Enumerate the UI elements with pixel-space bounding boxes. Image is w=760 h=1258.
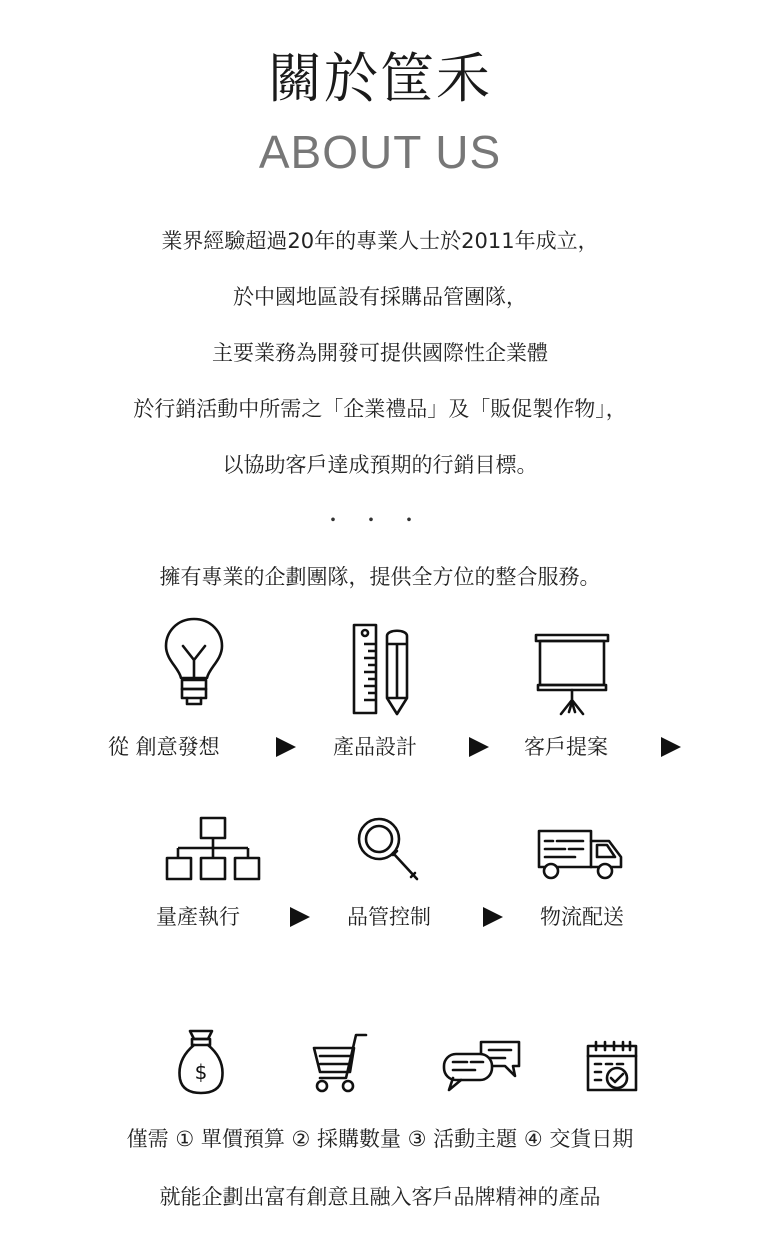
chat-bubbles-icon: [441, 1038, 525, 1094]
step-proposal-label: 客戶提案: [524, 735, 608, 759]
shopping-cart-icon: [310, 1032, 374, 1096]
intro-line-4: 於行銷活動中所需之「企業禮品」及「販促製作物」，: [133, 397, 627, 421]
arrow-right-icon: [469, 737, 489, 757]
money-bag-icon: [176, 1027, 226, 1097]
step-design-label: 產品設計: [333, 735, 417, 759]
svg-text:$: $: [194, 1060, 208, 1084]
org-chart-icon: [164, 815, 262, 883]
page-title: 關於筐禾: [268, 47, 492, 110]
dots-divider: ・・・: [323, 508, 437, 532]
intro-line-2: 於中國地區設有採購品管團隊，: [233, 285, 527, 309]
magnifier-icon: [355, 815, 421, 883]
ruler-pencil-icon: [350, 622, 410, 718]
presentation-board-icon: [533, 632, 611, 718]
step-idea-label: 從 創意發想: [108, 735, 220, 759]
arrow-right-icon: [661, 737, 681, 757]
team-line: 擁有專業的企劃團隊，提供全方位的整合服務。: [159, 565, 601, 589]
intro-line-3: 主要業務為開發可提供國際性企業體: [212, 341, 548, 365]
calendar-check-icon: [585, 1040, 639, 1094]
arrow-right-icon: [290, 907, 310, 927]
arrow-right-icon: [483, 907, 503, 927]
delivery-truck-icon: [535, 827, 627, 883]
closing-line: 就能企劃出富有創意且融入客戶品牌精神的產品: [159, 1185, 601, 1209]
step-production-label: 量產執行: [156, 905, 240, 929]
arrow-right-icon: [276, 737, 296, 757]
requirements-line: 僅需 ① 單價預算 ② 採購數量 ③ 活動主題 ④ 交貨日期: [126, 1127, 634, 1151]
intro-line-1: 業界經驗超過20年的專業人士於2011年成立，: [161, 229, 599, 253]
lightbulb-icon: [163, 616, 225, 712]
step-logistics-label: 物流配送: [540, 905, 624, 929]
intro-line-5: 以協助客戶達成預期的行銷目標。: [222, 453, 538, 477]
page-subtitle: ABOUT US: [258, 126, 502, 178]
step-qc-label: 品管控制: [347, 905, 431, 929]
